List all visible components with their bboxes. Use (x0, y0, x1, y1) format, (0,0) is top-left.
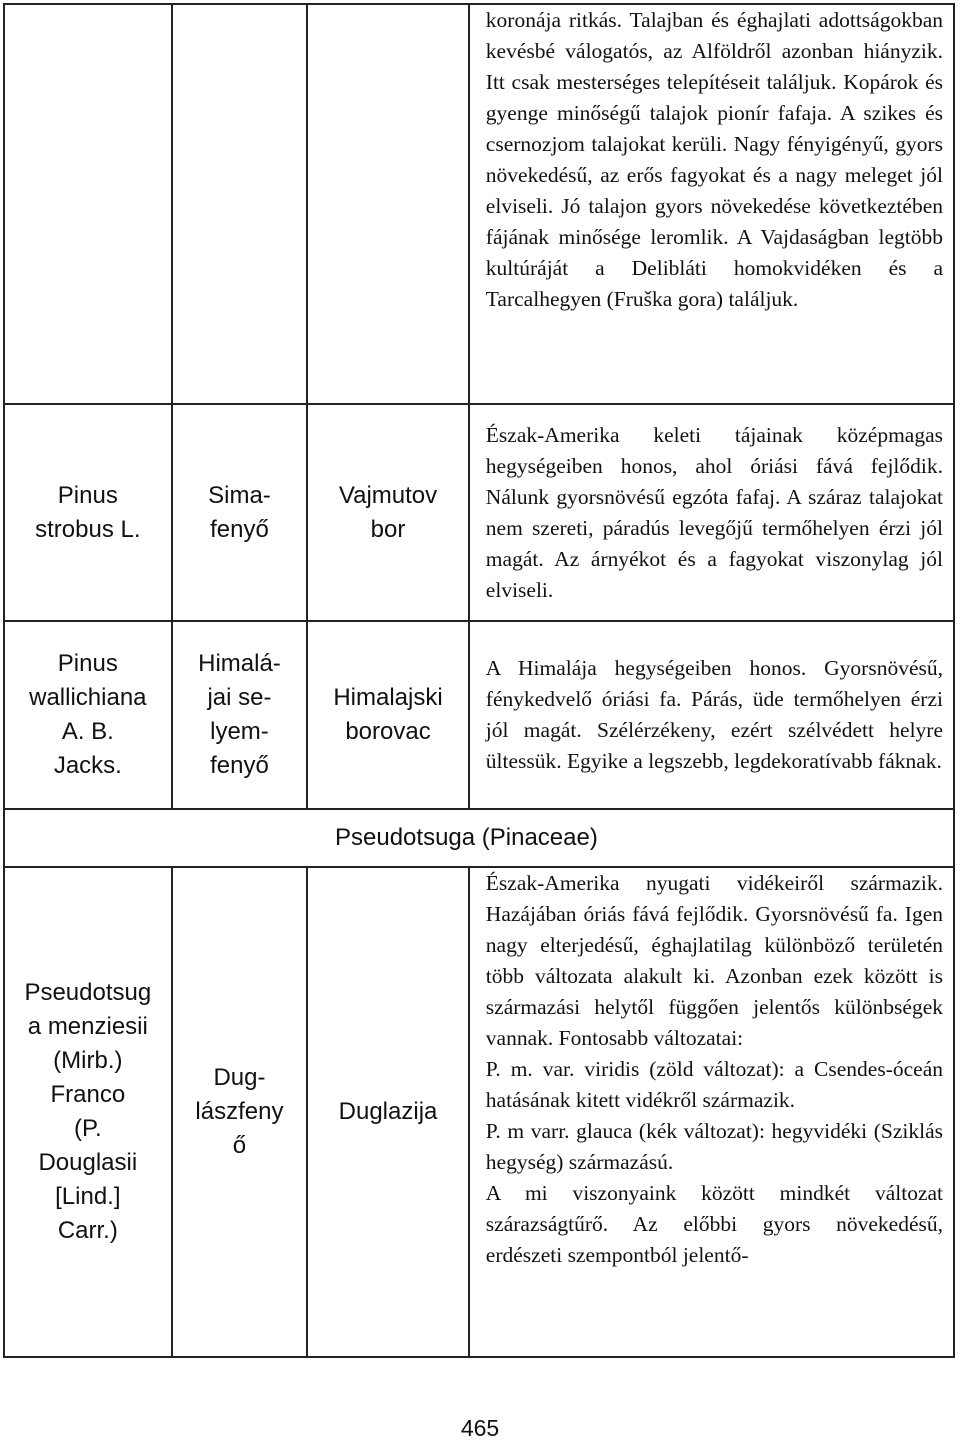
hungarian-name-cell: Himalá- jai se- lyem- fenyő (172, 621, 308, 809)
description-text: Észak-Amerika keleti tájainak középmagas hegységeiben honos, ahol óriási fává fejlődik. Nálunk gyorsnövésű egzóta fafaj. A száraz talajokat nem szereti, páradús levegőjű termőhelyen érzi jól magát. Az árnyékot és a fagyokat viszonylag jól elviseli. (485, 422, 943, 602)
serbian-name-cell: Vajmutov bor (307, 404, 469, 621)
table-row (4, 4, 954, 404)
description-paragraph: Észak-Amerika nyugati vidékeiről származik. Hazájában óriás fává fejlődik. Gyorsnövésű fa. Igen nagy elterjedésű, éghajlatilag különböző területén több változata alakult ki. Azonban ezek között is származási helytől függően jelentős különbségek vannak. Fontosabb változatai: (485, 871, 943, 1050)
latin-name-cell: Pinus wallichiana A. B. Jacks. (4, 621, 172, 809)
description-cell (469, 867, 954, 1357)
description-cell (469, 621, 954, 809)
species-table (3, 3, 955, 1358)
latin-name-cell: Pseudotsug a menziesii (Mirb.) Franco (P. Douglasii [Lind.] Carr.) (4, 867, 172, 1357)
table-row (4, 867, 954, 1357)
description-paragraph: A mi viszonyaink között mindkét változat szárazságtűrő. Az előbbi gyors növekedésű, erdészeti szempontból jelentő- (485, 1181, 943, 1267)
table-row (4, 621, 954, 809)
genus-heading-row (4, 809, 954, 867)
genus-heading: Pseudotsuga (Pinaceae) (4, 809, 954, 867)
latin-name-cell (4, 4, 172, 404)
latin-name-cell: Pinus strobus L. (4, 404, 172, 621)
hungarian-name-cell (172, 4, 308, 404)
description-text: A Himalája hegységeiben honos. Gyorsnövésű, fénykedvelő óriási fa. Párás, üde termőhelyen érzi jól magát. Szélérzékeny, ezért szélvédett helyre ültessük. Egyike a legszebb, legdekoratívabb fáknak. (485, 656, 943, 773)
serbian-name-cell (307, 4, 469, 404)
description-text: koronája ritkás. Talajban és éghajlati adottságokban kevésbé válogatós, az Alföldről azonban hiányzik. Itt csak mesterséges telepítéseit találjuk. Kopárok és gyenge minőségű talajok pionír fafaja. A szikes és csernozjom talajokat kerüli. Nagy fényigényű, gyors növekedésű, az erős fagyokat és a nagy meleget jól elviseli. Jó talajon gyors növekedése következtében fájának minősége leromlik. A Vajdaságban legtöbb kultúráját a Delibláti homokvidéken és a Tarcalhegyen (Fruška gora) találjuk. (485, 8, 943, 311)
hungarian-name-cell: Dug- lászfeny ő (172, 867, 308, 1357)
page-number: 465 (460, 1415, 500, 1441)
serbian-name-cell: Himalajski borovac (307, 621, 469, 809)
description-cell (469, 4, 954, 404)
description-cell (469, 404, 954, 621)
description-paragraph: P. m. var. viridis (zöld változat): a Csendes-óceán hatásának kitett vidékről származik. (485, 1057, 943, 1112)
description-paragraph: P. m varr. glauca (kék változat): hegyvidéki (Sziklás hegység) származású. (485, 1119, 943, 1174)
serbian-name-cell: Duglazija (307, 867, 469, 1357)
table-row (4, 404, 954, 621)
hungarian-name-cell: Sima- fenyő (172, 404, 308, 621)
